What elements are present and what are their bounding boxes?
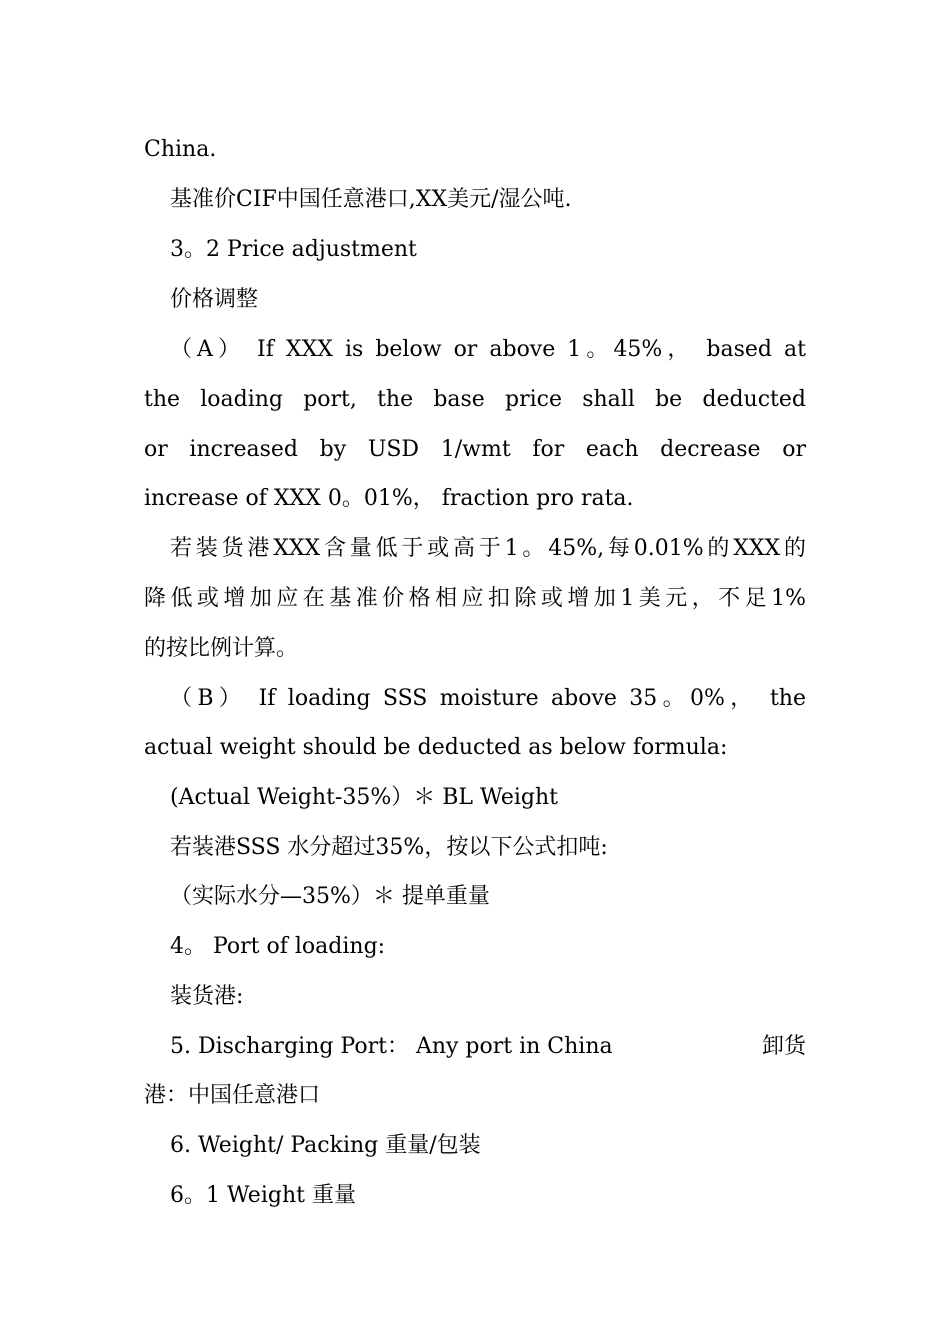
paragraph-a-cn-line-2: 降低或增加应在基准价格相应扣除或增加1美元，不足1% [144, 586, 806, 611]
paragraph-b-cn: 若装港SSS 水分超过35%，按以下公式扣吨: [170, 835, 608, 860]
heading-discharging-port: 5. Discharging Port： Any port in China [170, 1034, 613, 1059]
heading-weight: 6。1 Weight 重量 [170, 1183, 356, 1208]
text-line-base-price-cn: 基准价CIF中国任意港口,XX美元/湿公吨. [170, 187, 572, 212]
formula-cn: （实际水分—35%）＊ 提单重量 [170, 884, 490, 909]
heading-port-of-loading-cn: 装货港: [170, 984, 244, 1009]
paragraph-a-cn-line-3: 的按比例计算。 [144, 636, 299, 661]
heading-price-adjustment: 3。2 Price adjustment [170, 237, 417, 262]
paragraph-a-line-4: increase of XXX 0。01%， fraction pro rata. [144, 486, 634, 511]
paragraph-a-cn-line-1: 若装货港XXX含量低于或高于1。45%,每0.01%的XXX的 [170, 536, 806, 561]
paragraph-a-line-3: or increased by USD 1/wmt for each decrease or [144, 437, 806, 462]
heading-discharging-port-cn-end: 港：中国任意港口 [144, 1083, 321, 1108]
paragraph-b-line-1: （B） If loading SSS moisture above 35。0%， the [170, 686, 806, 711]
heading-discharging-port-cn-start: 卸货 [761, 1034, 806, 1059]
paragraph-a-line-2: the loading port, the base price shall be deducted [144, 387, 806, 412]
paragraph-a-line-1: （A） If XXX is below or above 1。45%， based at [170, 337, 806, 362]
paragraph-b-line-2: actual weight should be deducted as below formula: [144, 735, 728, 760]
formula-en: (Actual Weight-35%）＊ BL Weight [170, 785, 558, 810]
text-line-china: China. [144, 137, 217, 162]
heading-price-adjustment-cn: 价格调整 [170, 287, 259, 312]
heading-weight-packing: 6. Weight/ Packing 重量/包装 [170, 1133, 481, 1158]
heading-port-of-loading: 4。 Port of loading: [170, 934, 386, 959]
